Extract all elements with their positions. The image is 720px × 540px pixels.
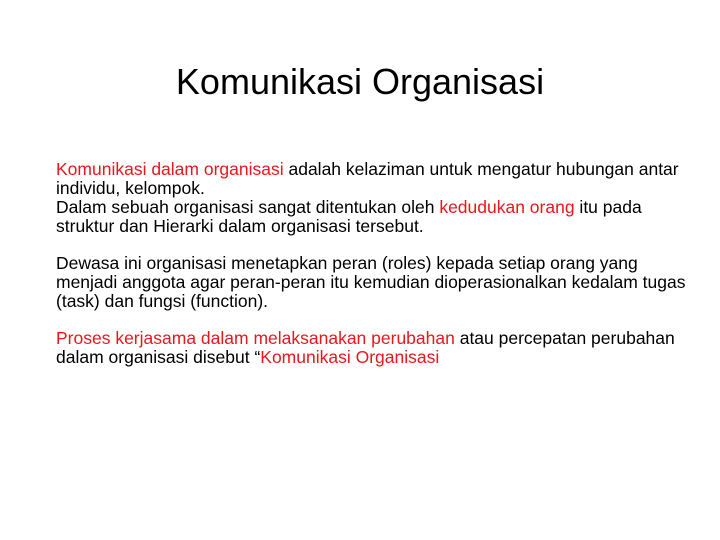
body-text: Dalam sebuah organisasi sangat ditentukan oleh — [56, 197, 440, 217]
paragraph-3 — [56, 254, 686, 311]
body-text: Dewasa ini organisasi menetapkan peran (roles) kepada setiap orang yang menjadi anggota agar peran-peran itu kemudian dioperasionalkan kedalam tugas (task) dan fungsi (function). — [56, 253, 686, 311]
slide-title: Komunikasi Organisasi — [175, 61, 545, 102]
highlight-text: Proses kerjasama dalam melaksanakan perubahan — [56, 328, 455, 348]
body-text: itu pada struktur dan Hierarki dalam organisasi tersebut. — [56, 197, 642, 236]
highlight-text: Komunikasi dalam organisasi — [56, 159, 284, 179]
paragraph-1 — [56, 160, 686, 198]
highlight-text: Komunikasi Organisasi — [260, 347, 440, 367]
slide-body — [56, 160, 686, 367]
body-text: atau percepatan perubahan dalam organisasi disebut “ — [56, 328, 675, 367]
paragraph-2 — [56, 198, 686, 236]
paragraph-4 — [56, 329, 686, 367]
highlight-text: kedudukan orang — [439, 197, 575, 217]
body-text: adalah kelaziman untuk mengatur hubungan antar individu, kelompok. — [56, 159, 679, 198]
